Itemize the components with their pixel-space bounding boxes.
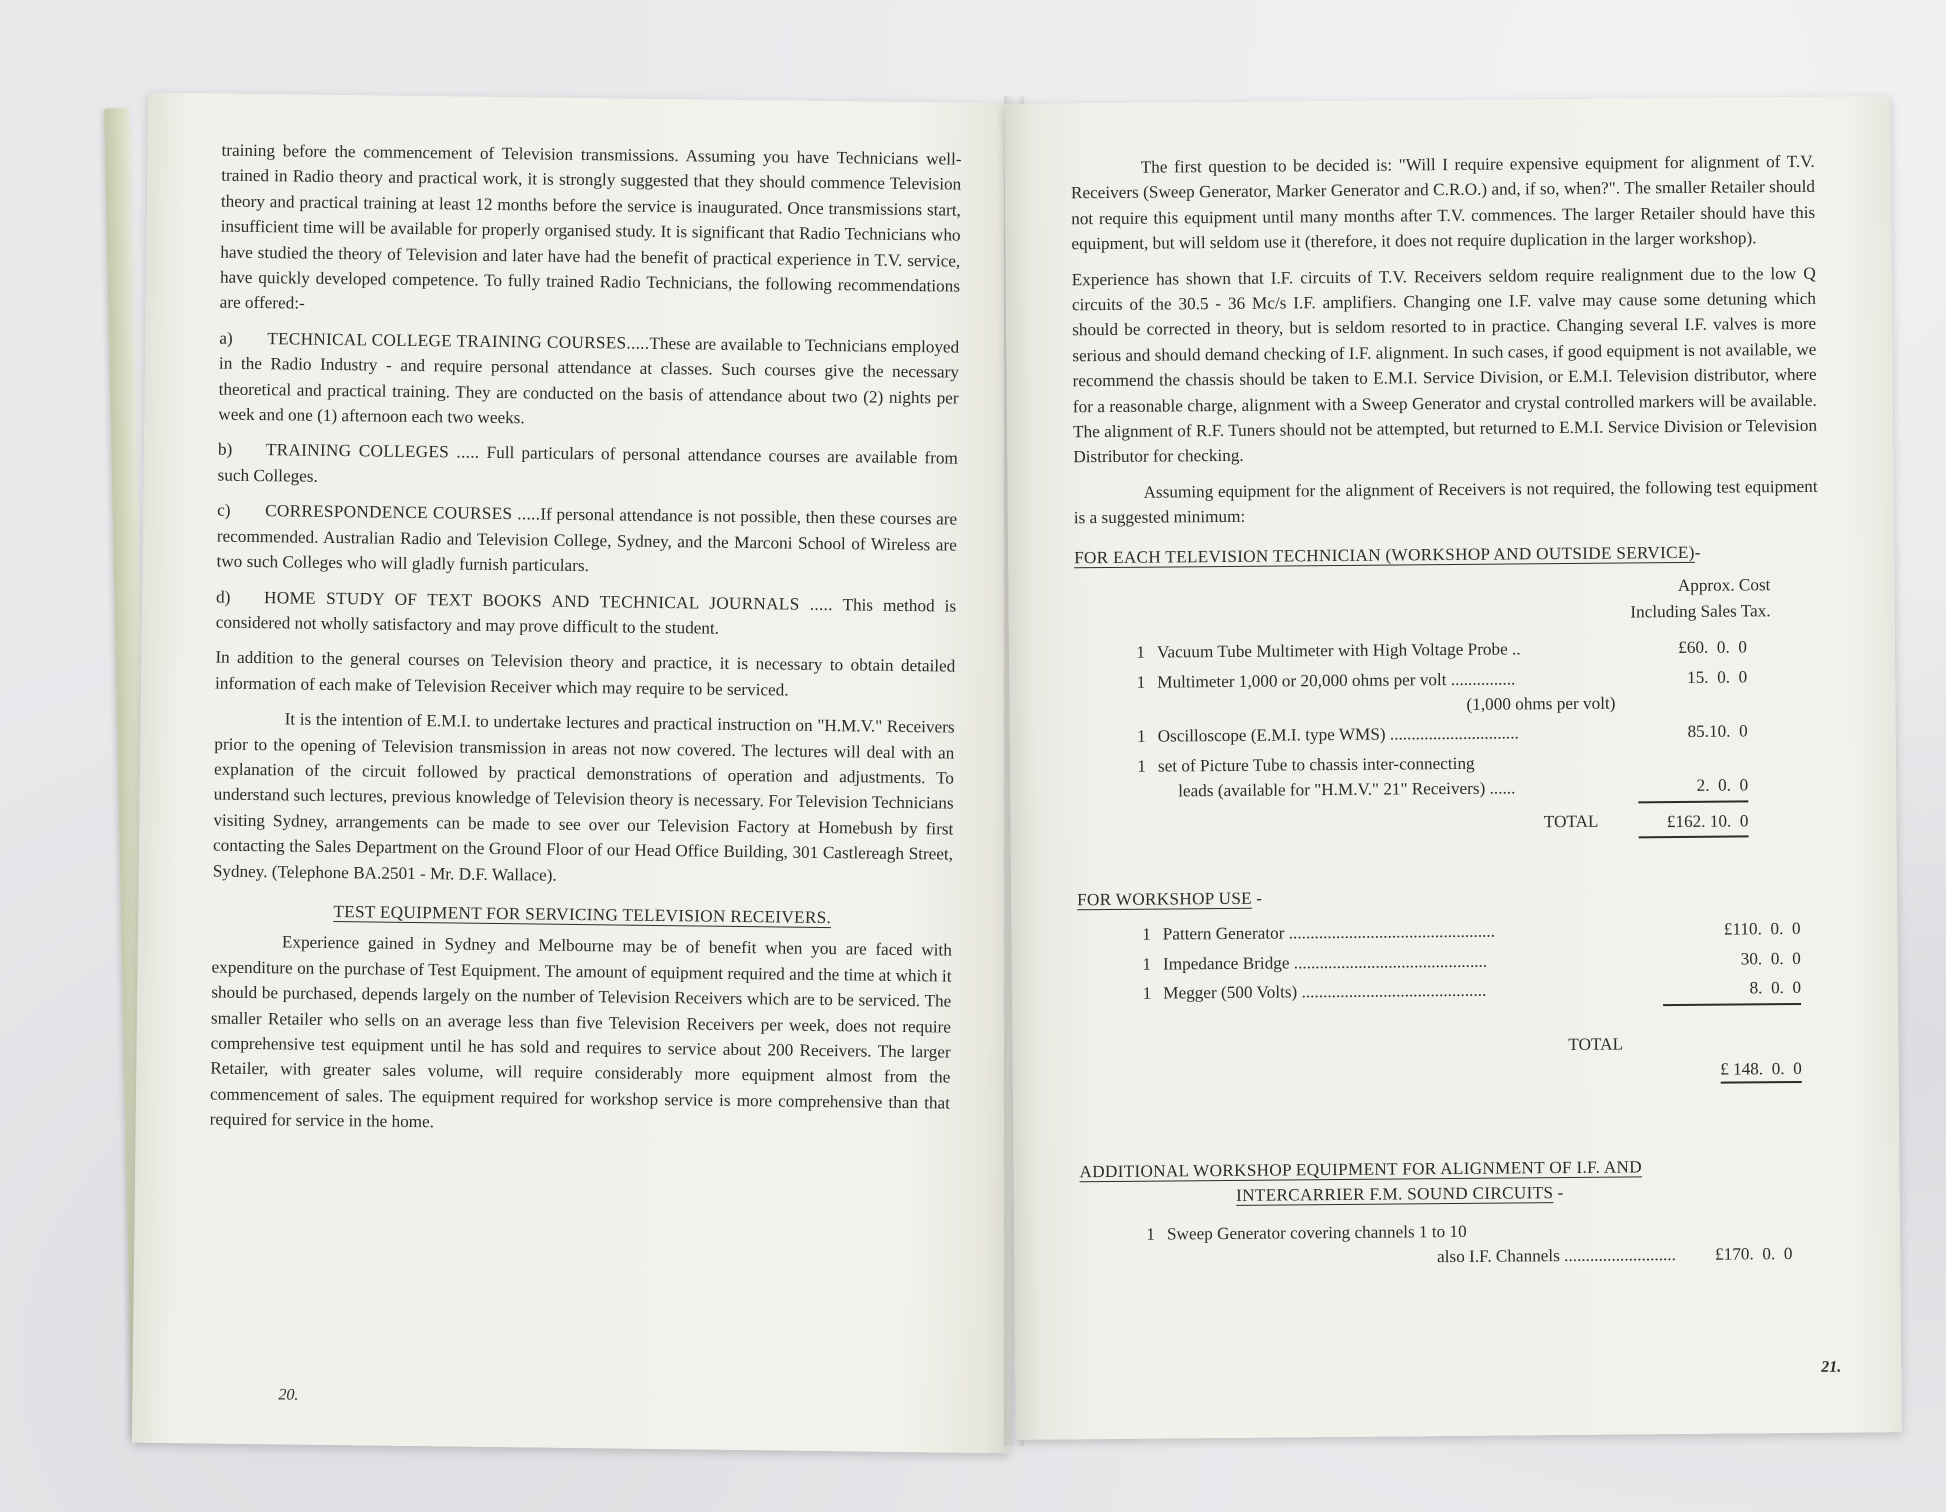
total-row xyxy=(1076,800,1820,842)
item-description-cell xyxy=(1167,1215,1676,1274)
additional-heading-block xyxy=(1079,1153,1719,1209)
item-description: Pattern Generator ................................................ xyxy=(1162,921,1496,944)
additional-heading-line-2: INTERCARRIER F.M. SOUND CIRCUITS xyxy=(1236,1183,1554,1206)
assuming-paragraph: Assuming equipment for the alignment of Receivers is not required, the following test equipment is a suggested minimum: xyxy=(1073,476,1818,528)
item-tag: c) xyxy=(217,500,231,521)
page-number-right: 21. xyxy=(1821,1358,1842,1376)
recommendation-item-a xyxy=(218,325,959,436)
table-row xyxy=(1076,746,1820,807)
recommendation-item-c xyxy=(216,498,957,583)
heading-dash: - xyxy=(1251,888,1263,908)
workshop-heading: FOR WORKSHOP USE xyxy=(1077,888,1253,910)
item-heading: CORRESPONDENCE COURSES ..... xyxy=(265,501,541,524)
item-description: Vacuum Tube Multimeter with High Voltage Probe .. xyxy=(1156,639,1521,662)
item-description: Oscilloscope (E.M.I. type WMS) .............................. xyxy=(1157,723,1519,746)
item-quantity: 1 xyxy=(1137,756,1147,776)
item-text: Full particulars of personal attendance courses are available from such Colleges. xyxy=(217,443,958,486)
item-sub-description: also I.F. Channels .......................... xyxy=(1437,1245,1676,1267)
item-price: 85.10. 0 xyxy=(1687,721,1748,742)
test-equipment-heading-line xyxy=(212,897,952,931)
item-description: Megger (500 Volts) ........................................... xyxy=(1163,980,1487,1003)
test-equipment-paragraph: Experience gained in Sydney and Melbourne may be of benefit when you are faced with expenditure on the purchase of Test Equipment. The amount of equipment required and the time at which it should be purchased, depends largely on the number of Television Receivers which are to be serviced. The smaller Retailer who sells on an average less than five Television Receivers per week, does not require comprehensive test equipment until he has sold and requires to service about 200 Receivers. The larger Retailer, with greater sales volume, will require considerably more equipment almost from the commencement of sales. The equipment required for workshop service is more comprehensive than that required for service in the home. xyxy=(209,932,952,1132)
item-tag: d) xyxy=(216,587,231,607)
recommendation-item-d xyxy=(216,584,957,644)
item-description-cell xyxy=(1157,663,1637,722)
item-quantity: 1 xyxy=(1136,672,1146,692)
item-quantity: 1 xyxy=(1136,642,1146,662)
table-row xyxy=(1080,1213,1824,1274)
additional-heading-line-2-wrap xyxy=(1080,1179,1720,1210)
item-price: £170. 0. 0 xyxy=(1714,1244,1793,1264)
additional-equipment-table xyxy=(1080,1213,1824,1274)
item-price: 15. 0. 0 xyxy=(1686,666,1748,687)
cost-heading-line-2: Including Sales Tax. xyxy=(1630,601,1771,622)
item-sub-description: (1,000 ohms per volt) xyxy=(1466,693,1616,714)
item-text: If personal attendance is not possible, then these courses are recommended. Australian Radio and Television College, Sydney, and the Marconi School of Wireless are two such Colleges who will gladly furnish particulars. xyxy=(216,504,958,576)
general-courses-paragraph: In addition to the general courses on Television theory and practice, it is necessary to obtain detailed information of each make of Television Receiver which may require to be serviced. xyxy=(214,647,956,700)
item-text: This method is considered not wholly satisfactory and may prove difficult to the student. xyxy=(215,594,957,638)
total-value: £162. 10. 0 xyxy=(1638,801,1748,837)
item-quantity: 1 xyxy=(1137,726,1146,747)
item-description: Sweep Generator covering channels 1 to 10 xyxy=(1166,1221,1467,1244)
item-description-cell xyxy=(1158,747,1638,806)
item-description: Multimeter 1,000 or 20,000 ohms per volt ............... xyxy=(1157,668,1516,692)
intro-paragraph: training before the commencement of Television transmissions. Assuming you have Technicians well-trained in Radio theory and practical work, it is strongly suggested that they should commence Television theory and practical training at least 12 months before the service is inaugurated. Once transmissions start, insufficient time will be available for properly organised study. It is significant that Radio Technicians who have studied the theory of Television and later have had the benefit of practical experience in T.V. service, have quickly developed competence. To fully trained Radio Technicians, the following recommendations are offered:- xyxy=(219,140,962,314)
item-quantity: 1 xyxy=(1142,954,1152,974)
item-price: 8. 0. 0 xyxy=(1662,973,1801,1005)
item-description: set of Picture Tube to chassis inter-connecting xyxy=(1157,753,1475,776)
workshop-heading-line xyxy=(1077,881,1821,913)
item-heading: TRAINING COLLEGES ..... xyxy=(265,440,480,463)
item-tag: a) xyxy=(219,328,233,348)
first-question-paragraph: The first question to be decided is: "Will I require expensive equipment for alignment of T.V. Receivers (Sweep Generator, Marker Generator and C.R.O.) and, if so, when?". The smaller Retailer should not require this equipment until many months after T.V. commences. The larger Retailer should have this equipment, but will seldom use it (therefore, it does not require duplication in the larger workshop). xyxy=(1070,151,1816,254)
test-equipment-heading: TEST EQUIPMENT FOR SERVICING TELEVISION RECEIVERS. xyxy=(333,901,832,928)
heading-dash: - xyxy=(1553,1183,1564,1203)
page-number-left: 20. xyxy=(278,1386,299,1404)
if-alignment-paragraph: Experience has shown that I.F. circuits of T.V. Receivers seldom require realignment due to the low Q circuits of the 30.5 - 36 Mc/s I.F. amplifiers. Changing one I.F. valve may cause some detuning which should be corrected in theory, but is seldom resorted to in practice. Changing several I.F. valves is more serious and should demand checking of I.F. alignment. In such cases, if good equipment is not available, we recommend the chassis should be taken to E.M.I. Service Division, or E.M.I. Television distributor, where for a reasonable charge, alignment with a Sweep Generator and crystal controlled markers will be available. The alignment of R.F. Tuners should not be attempted, but returned to E.M.I. Service Division or Television Distributor for checking. xyxy=(1071,263,1818,467)
technician-heading: FOR EACH TELEVISION TECHNICIAN (WORKSHOP AND OUTSIDE SERVICE) xyxy=(1074,542,1695,567)
item-quantity: 1 xyxy=(1142,924,1151,945)
item-heading: HOME STUDY OF TEXT BOOKS AND TECHNICAL JOURNALS ..... xyxy=(264,587,833,614)
item-quantity: 1 xyxy=(1146,1224,1156,1244)
item-price: 2. 0. 0 xyxy=(1638,746,1748,802)
item-price: £60. 0. 0 xyxy=(1678,637,1748,658)
total-row xyxy=(1078,1003,1823,1115)
right-page xyxy=(1004,96,1902,1440)
item-description: Impedance Bridge ............................................. xyxy=(1162,951,1488,974)
item-price: 30. 0. 0 xyxy=(1740,948,1801,969)
item-price: £110. 0. 0 xyxy=(1723,919,1801,939)
item-text: These are available to Technicians employed in the Radio Industry - and require personal attendance at classes. Such courses give the necessary theoretical and practical training. They are conducted on the basis of attendance about two (2) nights per week and one (1) afternoon each two weeks. xyxy=(218,333,960,428)
total-label: TOTAL xyxy=(1543,811,1599,831)
left-page xyxy=(132,93,1026,1454)
technician-equipment-table xyxy=(1075,632,1821,843)
recommendation-item-b xyxy=(217,437,958,497)
technician-heading-line xyxy=(1074,538,1818,570)
item-heading: TECHNICAL COLLEGE TRAINING COURSES..... xyxy=(267,329,650,353)
workshop-equipment-table xyxy=(1077,914,1823,1115)
total-value-cell xyxy=(1663,1004,1802,1110)
item-sub-description: leads (available for "H.M.V." 21" Receivers) ...... xyxy=(1178,778,1516,801)
right-page-text xyxy=(1071,149,1825,1275)
item-tag: b) xyxy=(217,440,233,460)
emi-lectures-paragraph: It is the intention of E.M.I. to undertake lectures and practical instruction on "H.M.V." Receivers prior to the opening of Television transmission in areas not now covered. The lectures will deal with an explanation of the circuit followed by practical demonstrations of operation and adjustments. To understand such lectures, previous knowledge of Television theory is necessary. For Television Technicians visiting Sydney, arrangements can be made to see over our Television Factory at Homebush by first contacting the Sales Department on the Ground Floor of our Head Office Building, 301 Castlereagh Street, Sydney. (Telephone BA.2501 - Mr. D.F. Wallace). xyxy=(212,709,955,885)
heading-dash: - xyxy=(1694,542,1701,562)
cost-heading-line-1: Approx. Cost xyxy=(1677,575,1771,596)
total-value: £ 148. 0. 0 xyxy=(1720,1059,1802,1084)
table-row xyxy=(1075,661,1819,722)
total-label: TOTAL xyxy=(1568,1034,1624,1054)
item-quantity: 1 xyxy=(1142,983,1152,1003)
additional-heading-line-1: ADDITIONAL WORKSHOP EQUIPMENT FOR ALIGNMENT OF I.F. AND xyxy=(1079,1157,1643,1182)
cost-column-heading xyxy=(1074,572,1818,630)
left-page-text xyxy=(209,138,961,1152)
